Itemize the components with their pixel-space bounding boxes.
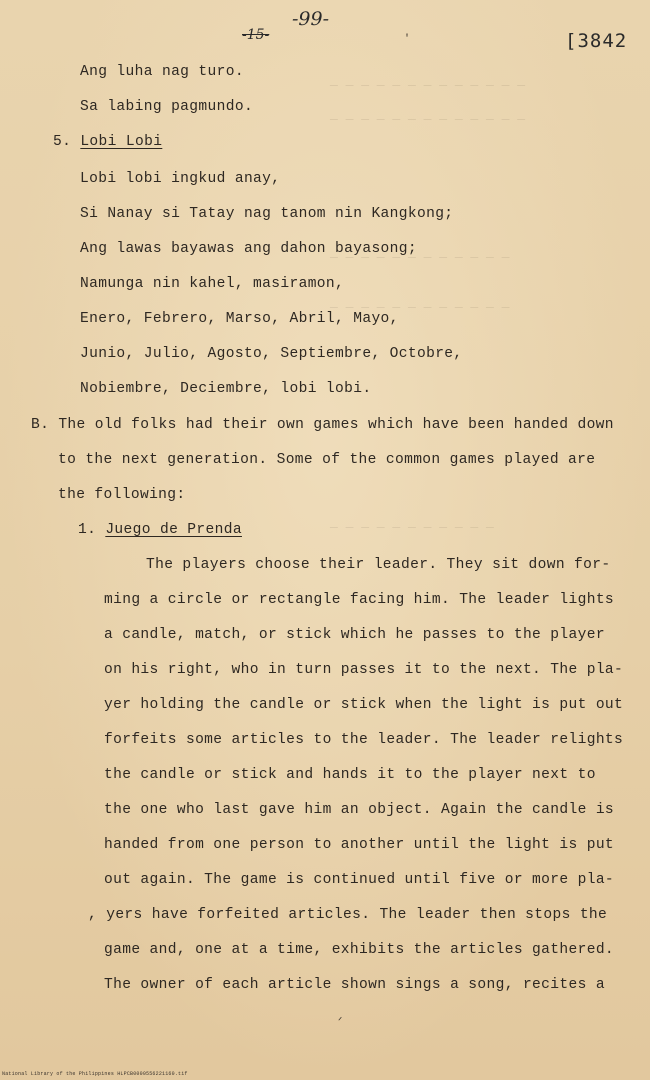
bleed-through-text: — — — — — — — — — — — — — bbox=[330, 112, 526, 127]
bleed-through-text: — — — — — — — — — — — — bbox=[330, 300, 510, 315]
text-line: Sa labing pagmundo. bbox=[80, 99, 254, 115]
text-line: Namunga nin kahel, masiramon, bbox=[80, 276, 345, 292]
text-line: handed from one person to another until the light is put bbox=[104, 837, 615, 853]
text-line: yer holding the candle or stick when the light is put out bbox=[104, 697, 624, 713]
text-line: Lobi lobi ingkud anay, bbox=[80, 171, 281, 187]
scan-footer: National Library of the Philippines HLPCB0000556221160.tif bbox=[2, 1071, 188, 1077]
text-line: B. The old folks had their own games which have been handed down bbox=[31, 417, 614, 433]
text-line: The players choose their leader. They sit down for- bbox=[146, 557, 611, 573]
text-line: the one who last gave him an object. Again the candle is bbox=[104, 802, 615, 818]
text-line: The owner of each article shown sings a song, recites a bbox=[104, 977, 605, 993]
text-line: , yers have forfeited articles. The leader then stops the bbox=[88, 907, 608, 923]
section-heading-juego-de-prenda bbox=[78, 522, 242, 538]
text-line: Ang luha nag turo. bbox=[80, 64, 244, 80]
catalog-number: [3842 bbox=[565, 30, 628, 52]
text-line: Ang lawas bayawas ang dahon bayasong; bbox=[80, 241, 417, 257]
old-page-number: -15- bbox=[242, 27, 270, 43]
text-line: out again. The game is continued until five or more pla- bbox=[104, 872, 615, 888]
text-line: Enero, Febrero, Marso, Abril, Mayo, bbox=[80, 311, 399, 327]
heading-title: Lobi Lobi bbox=[80, 134, 163, 150]
heading-number: 5. bbox=[53, 134, 81, 150]
text-line: on his right, who in turn passes it to the next. The pla- bbox=[104, 662, 624, 678]
bleed-through-text: — — — — — — — — — — — — — bbox=[330, 78, 526, 93]
text-line: a candle, match, or stick which he passes to the player bbox=[104, 627, 605, 643]
heading-title: Juego de Prenda bbox=[105, 522, 242, 538]
ink-speck: ᐟ bbox=[338, 1017, 343, 1028]
page-number: -99- bbox=[292, 8, 330, 30]
bleed-through-text: — — — — — — — — — — — bbox=[330, 520, 494, 535]
text-line: Si Nanay si Tatay nag tanom nin Kangkong; bbox=[80, 206, 454, 222]
heading-number: 1. bbox=[78, 522, 106, 538]
text-line: the following: bbox=[58, 487, 186, 503]
text-line: Junio, Julio, Agosto, Septiembre, Octobre, bbox=[80, 346, 463, 362]
bleed-through-text: — — — — — — — — — — — — bbox=[330, 250, 510, 265]
section-heading-lobi-lobi bbox=[53, 134, 162, 150]
text-line: to the next generation. Some of the common games played are bbox=[58, 452, 596, 468]
text-line: Nobiembre, Deciembre, lobi lobi. bbox=[80, 381, 372, 397]
text-line: forfeits some articles to the leader. The leader relights bbox=[104, 732, 624, 748]
text-line: the candle or stick and hands it to the player next to bbox=[104, 767, 596, 783]
ink-speck: ' bbox=[404, 34, 411, 45]
text-line: game and, one at a time, exhibits the articles gathered. bbox=[104, 942, 615, 958]
text-line: ming a circle or rectangle facing him. The leader lights bbox=[104, 592, 615, 608]
